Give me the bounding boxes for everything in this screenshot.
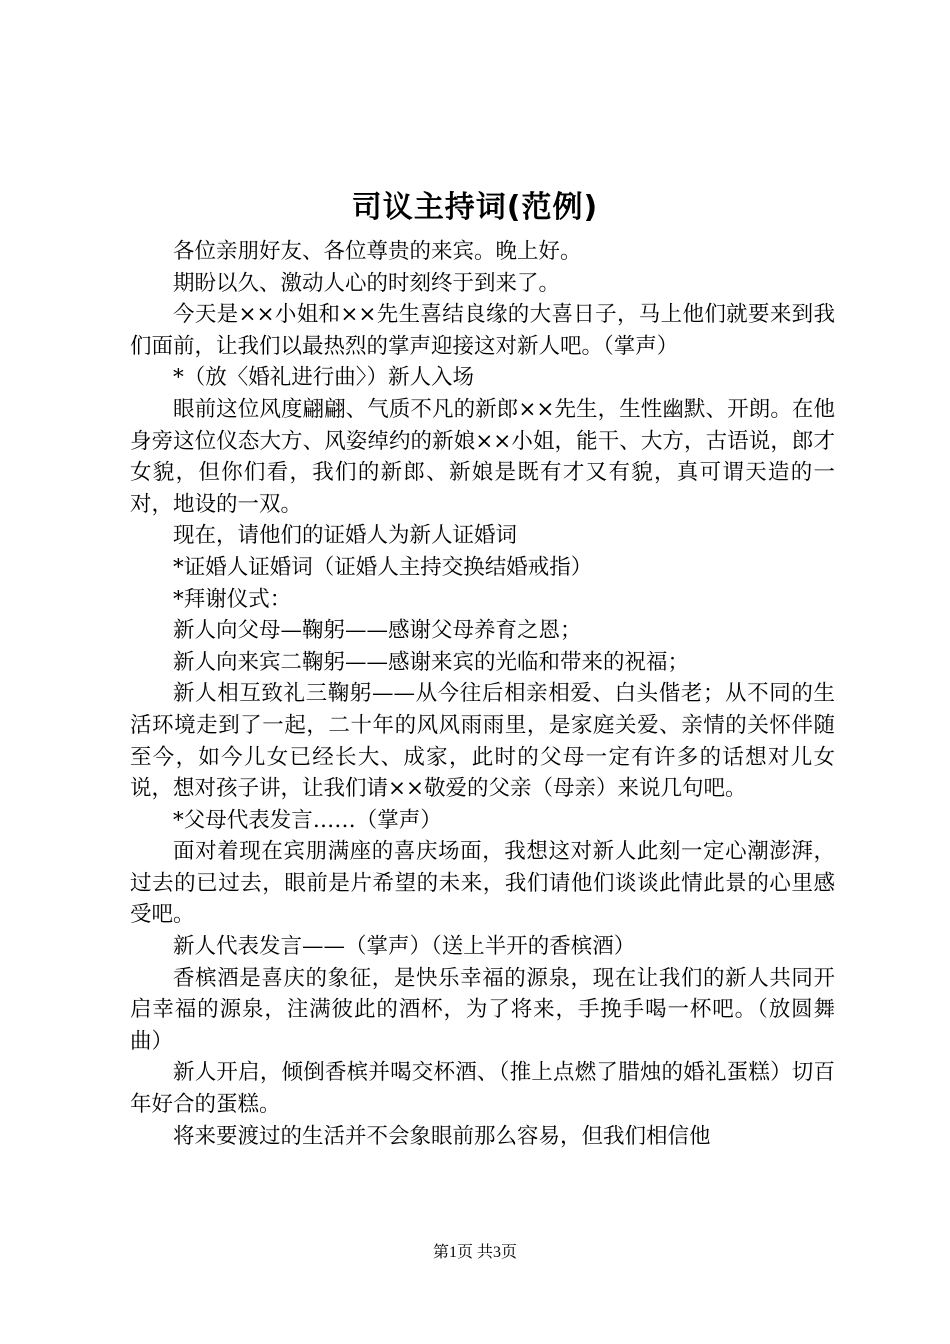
paragraph: *拜谢仪式：	[173, 586, 292, 612]
paragraph: 面对着现在宾朋满座的喜庆场面，我想这对新人此刻一定心潮澎湃，过去的已过去，眼前是片希望的未来，我们请他们谈谈此情此景的心里感受吧。	[130, 839, 835, 928]
paragraph: *（放〈婚礼进行曲〉）新人入场	[173, 365, 475, 391]
paragraph: 新人向父母—鞠躬——感谢父母养育之恩；	[173, 618, 582, 644]
page-footer: 第1页 共3页	[432, 1244, 517, 1261]
paragraph: 新人开启，倾倒香槟并喝交杯酒、（推上点燃了腊烛的婚礼蛋糕）切百年好合的蛋糕。	[130, 1060, 835, 1118]
paragraph: 各位亲朋好友、各位尊贵的来宾。晚上好。	[173, 239, 582, 264]
paragraph: 今天是××小姐和××先生喜结良缘的大喜日子，马上他们就要来到我们面前，让我们以最热烈的掌声迎接这对新人吧。（掌声）	[130, 302, 835, 359]
document-title: 司议主持词(范例)	[351, 190, 599, 225]
paragraph: 新人代表发言——（掌声）（送上半开的香槟酒）	[173, 934, 636, 960]
paragraph: 期盼以久、激动人心的时刻终于到来了。	[173, 270, 561, 296]
paragraph: 将来要渡过的生活并不会象眼前那么容易，但我们相信他	[173, 1123, 711, 1149]
paragraph: *父母代表发言……（掌声）	[173, 807, 442, 833]
paragraph: *证婚人证婚词（证婚人主持交换结婚戒指）	[173, 554, 593, 580]
paragraph: 新人向来宾二鞠躬——感谢来宾的光临和带来的祝福；	[173, 649, 690, 675]
paragraph: 新人相互致礼三鞠躬——从今往后相亲相爱、白头偕老；从不同的生活环境走到了一起，二十年的风风雨雨里，是家庭关爱、亲情的关怀伴随至今，如今儿女已经长大、成家，此时的父母一定有许多的话想对儿女说，想对孩子讲，让我们请××敬爱的父亲（母亲）来说几句吧。	[130, 681, 835, 802]
paragraph: 现在，请他们的证婚人为新人证婚词	[173, 523, 518, 549]
paragraph: 香槟酒是喜庆的象征，是快乐幸福的源泉，现在让我们的新人共同开启幸福的源泉，注满彼此的酒杯，为了将来，手挽手喝一杯吧。（放圆舞曲）	[130, 965, 835, 1054]
document-body	[130, 236, 835, 1152]
paragraph: 眼前这位风度翩翩、气质不凡的新郎××先生，生性幽默、开朗。在他身旁这位仪态大方、风姿绰约的新娘××小姐，能干、大方，古语说，郎才女貌，但你们看，我们的新郎、新娘是既有才又有貌，真可谓天造的一对，地设的一双。	[130, 396, 835, 517]
